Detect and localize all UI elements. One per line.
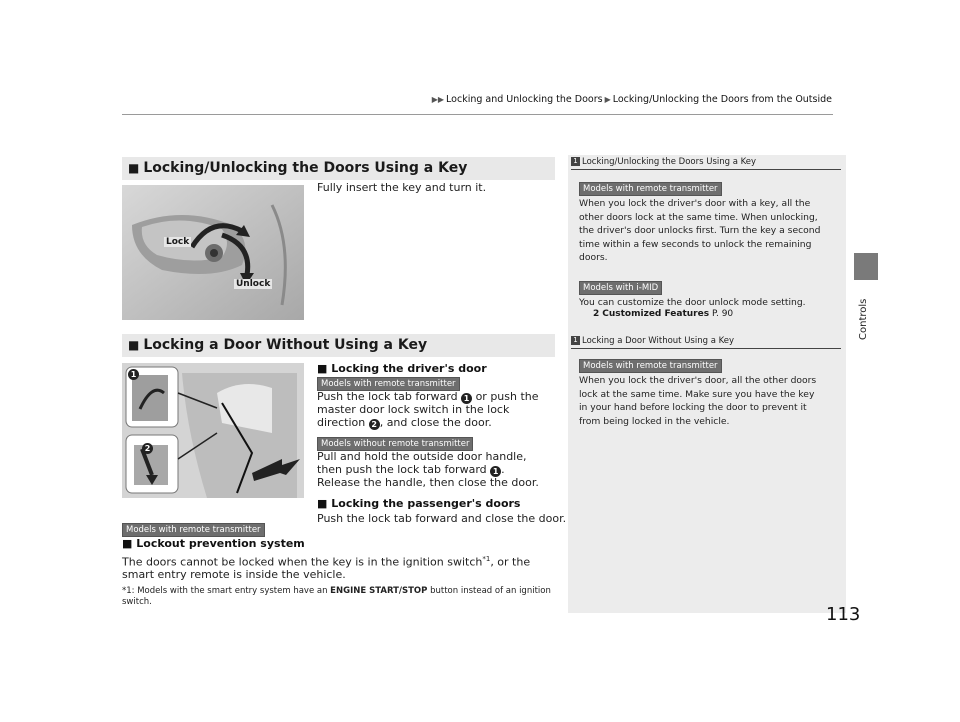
note2-text: When you lock the driver's door, all the other doors lock at the same time. Make sure you have the key in your hand before locking the door to prevent it from being locked in the vehicle. — [579, 375, 817, 427]
section1-body: Fully insert the key and turn it. — [317, 181, 487, 194]
note1-text2: You can customize the door unlock mode setting. — [579, 296, 806, 308]
note-2: 1 Locking a Door Without Using a Key Models with remote transmitter When you lock the driver's door, all the other doors lock at the same time. Make sure you have the key in your hand before locking the door to prevent it from being locked in the vehicle. — [571, 336, 841, 428]
side-tab-marker[interactable] — [854, 253, 878, 280]
side-tab-label: Controls — [858, 298, 869, 340]
tag-no-remote-transmitter: Models without remote transmitter — [317, 437, 473, 451]
breadcrumb-item-1[interactable]: Locking and Unlocking the Doors — [446, 94, 603, 105]
ref-2-icon: 2 — [593, 309, 600, 319]
note1-tag-imid: Models with i-MID — [579, 281, 662, 295]
header-divider — [122, 114, 833, 115]
section-heading-key: ■ Locking/Unlocking the Doors Using a Key — [122, 157, 555, 180]
subheading-driver-door: ■ Locking the driver's door — [317, 362, 487, 375]
breadcrumb-item-2[interactable]: Locking/Unlocking the Doors from the Outside — [612, 94, 832, 105]
page-number: 113 — [826, 604, 861, 625]
passenger-doors-text: Push the lock tab forward and close the door. — [317, 512, 567, 525]
marker-1-icon: 1 — [461, 393, 472, 404]
square-bullet-icon: ■ — [317, 497, 328, 510]
breadcrumb-arrow-icon: ▶▶ — [431, 95, 445, 104]
key-lock-figure — [122, 185, 304, 320]
note-divider — [571, 348, 841, 349]
breadcrumb — [0, 94, 832, 105]
footnote: *1: Models with the smart entry system have an ENGINE START/STOP button instead of an ignition switch. — [122, 586, 551, 607]
subheading-lockout: ■ Lockout prevention system — [122, 537, 305, 550]
figure-label-unlock: Unlock — [236, 279, 271, 289]
tag-lockout-remote: Models with remote transmitter — [122, 523, 265, 537]
lockout-text: The doors cannot be locked when the key is in the ignition switch$^{*1}$, or the smart entry remote is inside the vehicle. — [122, 555, 531, 582]
breadcrumb-arrow-icon: ▶ — [604, 95, 611, 104]
note1-tag-remote: Models with remote transmitter — [579, 182, 722, 196]
subheading-passenger-doors: ■ Locking the passenger's doors — [317, 497, 521, 510]
figure-marker-1: 1 — [128, 369, 139, 380]
square-bullet-icon: ■ — [128, 338, 140, 352]
note-1-icon: 1 — [571, 157, 580, 166]
note-1: 1 Locking/Unlocking the Doors Using a Key Models with remote transmitter When you lock the driver's door with a key, all the other doors lock at the same time. When unlocking, the driver's door unlocks first. Turn the key a second time within a few seconds to unlock the remaining doors. Models with i-MID You can customize the door unlock mode setting. 2 Customized Features P. 90 — [571, 157, 841, 319]
note2-tag-remote: Models with remote transmitter — [579, 359, 722, 373]
marker-1-icon: 1 — [490, 466, 501, 477]
figure-label-lock: Lock — [166, 237, 190, 247]
note-divider — [571, 169, 841, 170]
marker-2-icon: 2 — [369, 419, 380, 430]
door-lock-figure — [122, 363, 304, 498]
note-1-icon: 1 — [571, 336, 580, 345]
tag-remote-transmitter: Models with remote transmitter — [317, 377, 460, 391]
section-heading-without-key: ■ Locking a Door Without Using a Key — [122, 334, 555, 357]
note1-text: When you lock the driver's door with a key, all the other doors lock at the same time. When unlocking, the driver's door unlocks first. Turn the key a second time within a few seconds to unlock the remaining doors. — [579, 198, 821, 263]
footnote-ref[interactable]: *1 — [482, 555, 491, 563]
driver-door-remote-text: Push the lock tab forward 1 or push the master door lock switch in the lock direction 2 , and close the door. — [317, 390, 539, 429]
square-bullet-icon: ■ — [128, 161, 140, 175]
square-bullet-icon: ■ — [122, 537, 133, 550]
driver-door-noremote-text: Pull and hold the outside door handle, then push the lock tab forward 1 . Release the handle, then close the door. — [317, 450, 539, 489]
square-bullet-icon: ■ — [317, 362, 328, 375]
note1-cross-reference[interactable]: 2 Customized Features P. 90 — [593, 309, 734, 319]
figure-marker-2: 2 — [142, 443, 153, 454]
